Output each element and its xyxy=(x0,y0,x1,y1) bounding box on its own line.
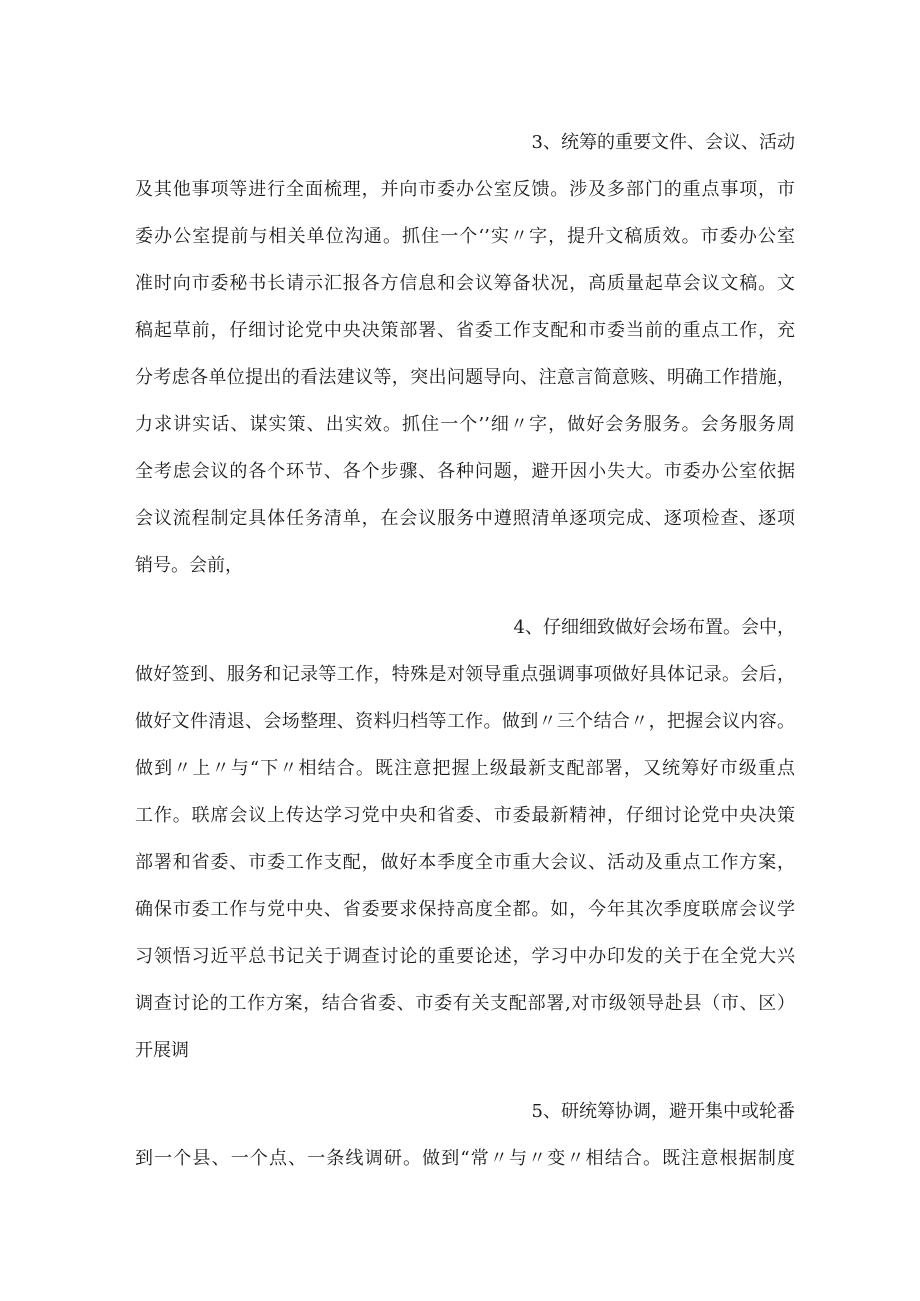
text-line: 全考虑会议的各个环节、各个步骤、各种问题，避开因小失大。市委办公室依据 xyxy=(135,461,795,482)
text-line: 确保市委工作与党中央、省委要求保持高度全都。如，今年其次季度联席会议学 xyxy=(135,899,795,920)
text-line: 委办公室提前与相关单位沟通。抓住一个‘’实〃字，提升文稿质效。市委办公室 xyxy=(135,226,795,247)
paragraph-3 xyxy=(135,119,795,589)
text-line: 习领悟习近平总书记关于调查讨论的重要论述，学习中办印发的关于在全党大兴 xyxy=(135,946,795,967)
text-line: 做好文件清退、会场整理、资料归档等工作。做到〃三个结合〃，把握会议内容。 xyxy=(135,711,795,732)
text-line: 销号。会前， xyxy=(135,555,243,576)
text-line: 会议流程制定具体任务清单，在会议服务中遵照清单逐项完成、逐项检查、逐项 xyxy=(135,508,795,529)
text-line: 稿起草前，仔细讨论党中央决策部署、省委工作支配和市委当前的重点工作，充 xyxy=(135,320,795,341)
paragraph-lead-line: 3、统筹的重要文件、会议、活动 xyxy=(531,132,795,153)
paragraph-5 xyxy=(135,1088,795,1182)
paragraph-lead-line: 5、研统筹协调，避开集中或轮番 xyxy=(531,1101,795,1122)
text-line: 分考虑各单位提出的看法建议等，突出问题导向、注意言简意赅、明确工作措施， xyxy=(135,367,795,388)
text-line: 调查讨论的工作方案，结合省委、市委有关支配部署,对市级领导赴县（市、区） xyxy=(135,993,795,1014)
text-line: 及其他事项等进行全面梳理，并向市委办公室反馈。涉及多部门的重点事项，市 xyxy=(135,179,795,200)
paragraph-lead-line: 4、仔细细致做好会场布置。会中， xyxy=(513,617,795,638)
paragraph-4 xyxy=(135,604,795,1074)
text-line: 工作。联席会议上传达学习党中央和省委、市委最新精神，仔细讨论党中央决策 xyxy=(135,805,795,826)
text-line: 部署和省委、市委工作支配，做好本季度全市重大会议、活动及重点工作方案， xyxy=(135,852,795,873)
text-line: 做到〃上〃与“下〃相结合。既注意把握上级最新支配部署，又统筹好市级重点 xyxy=(135,758,795,779)
text-line: 力求讲实话、谋实策、出实效。抓住一个’’细〃字，做好会务服务。会务服务周 xyxy=(135,414,795,435)
text-line: 到一个县、一个点、一条线调研。做到“常〃与〃变〃相结合。既注意根据制度 xyxy=(135,1148,795,1169)
text-line: 开展调 xyxy=(135,1040,189,1061)
text-line: 做好签到、服务和记录等工作，特殊是对领导重点强调事项做好具体记录。会后， xyxy=(135,664,795,685)
text-line: 准时向市委秘书长请示汇报各方信息和会议筹备状况，高质量起草会议文稿。文 xyxy=(135,273,795,294)
